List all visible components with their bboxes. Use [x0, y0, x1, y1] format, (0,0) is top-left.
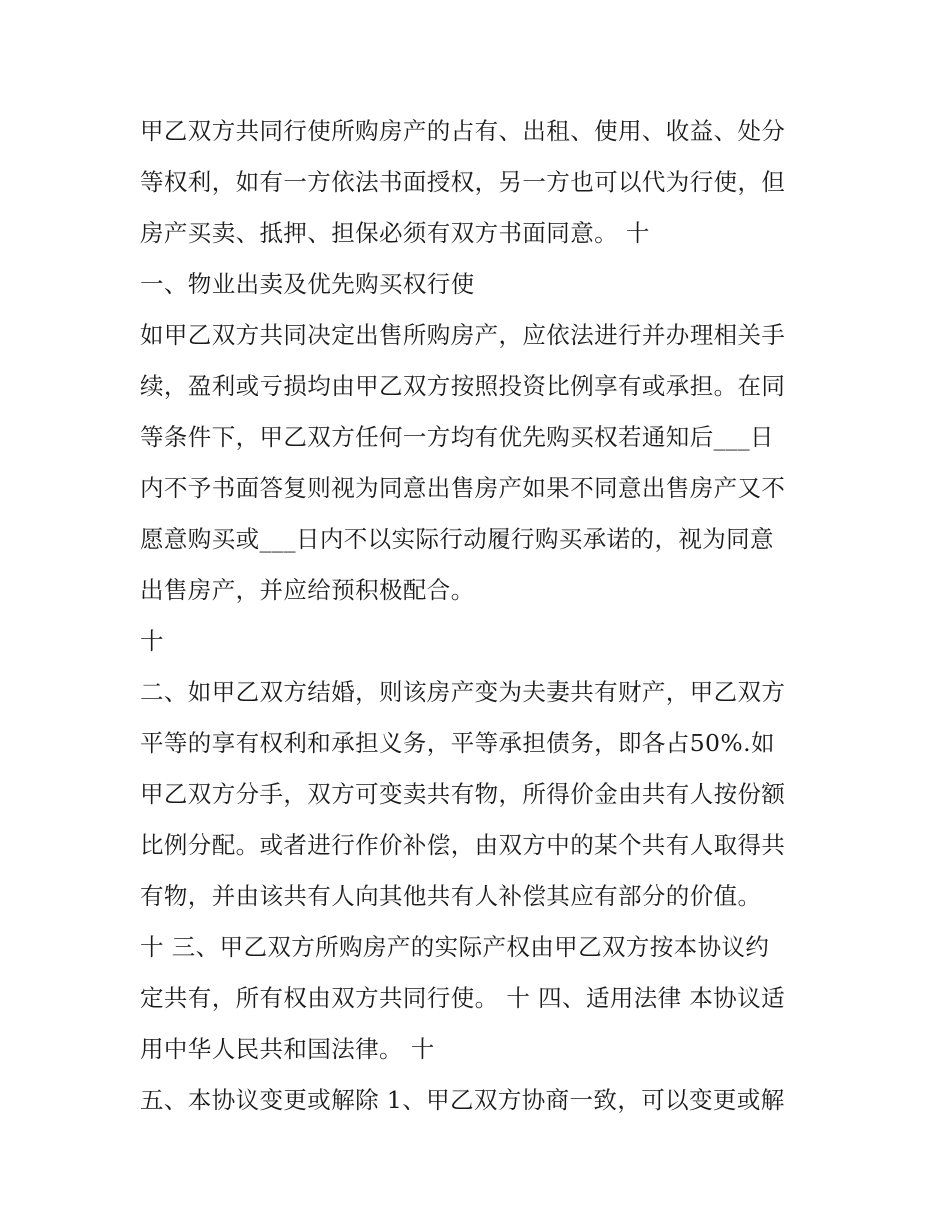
text-line-1: 甲乙双方共同行使所购房产的占有、出租、使用、收益、处分	[140, 117, 786, 145]
text-line-19: 用中华人民共和国法律。 十	[140, 1035, 435, 1063]
text-line-3: 房产买卖、抵押、担保必须有双方书面同意。 十	[140, 219, 650, 247]
text-line-7: 等条件下，甲乙双方任何一方均有优先购买权若通知后___日	[140, 423, 774, 451]
text-line-8: 内不予书面答复则视为同意出售房产如果不同意出售房产又不	[140, 474, 786, 502]
text-line-14: 甲乙双方分手，双方可变卖共有物，所得价金由共有人按份额	[140, 780, 786, 808]
text-line-15: 比例分配。或者进行作价补偿，由双方中的某个共有人取得共	[140, 831, 786, 859]
document-body	[140, 106, 820, 1126]
text-line-13: 平等的享有权利和承担义务，平等承担债务，即各占50%.如	[140, 729, 775, 757]
text-line-12: 二、如甲乙双方结婚，则该房产变为夫妻共有财产，甲乙双方	[140, 678, 786, 706]
text-line-16: 有物，并由该共有人向其他共有人补偿其应有部分的价值。	[140, 882, 762, 910]
section-heading-11: 一、物业出卖及优先购买权行使	[140, 270, 475, 298]
text-line-17: 十 三、甲乙双方所购房产的实际产权由甲乙双方按本协议约	[140, 933, 770, 961]
text-line-11: 十	[140, 627, 164, 655]
text-line-9: 愿意购买或___日内不以实际行动履行购买承诺的，视为同意	[140, 525, 774, 553]
text-line-18: 定共有，所有权由双方共同行使。 十 四、适用法律 本协议适	[140, 984, 786, 1012]
text-line-10: 出售房产，并应给预积极配合。	[140, 576, 475, 604]
text-line-20: 五、本协议变更或解除 1、甲乙双方协商一致，可以变更或解	[140, 1086, 785, 1114]
text-line-6: 续，盈利或亏损均由甲乙双方按照投资比例享有或承担。在同	[140, 372, 786, 400]
text-line-5: 如甲乙双方共同决定出售所购房产，应依法进行并办理相关手	[140, 321, 786, 349]
text-line-2: 等权利，如有一方依法书面授权，另一方也可以代为行使，但	[140, 168, 786, 196]
